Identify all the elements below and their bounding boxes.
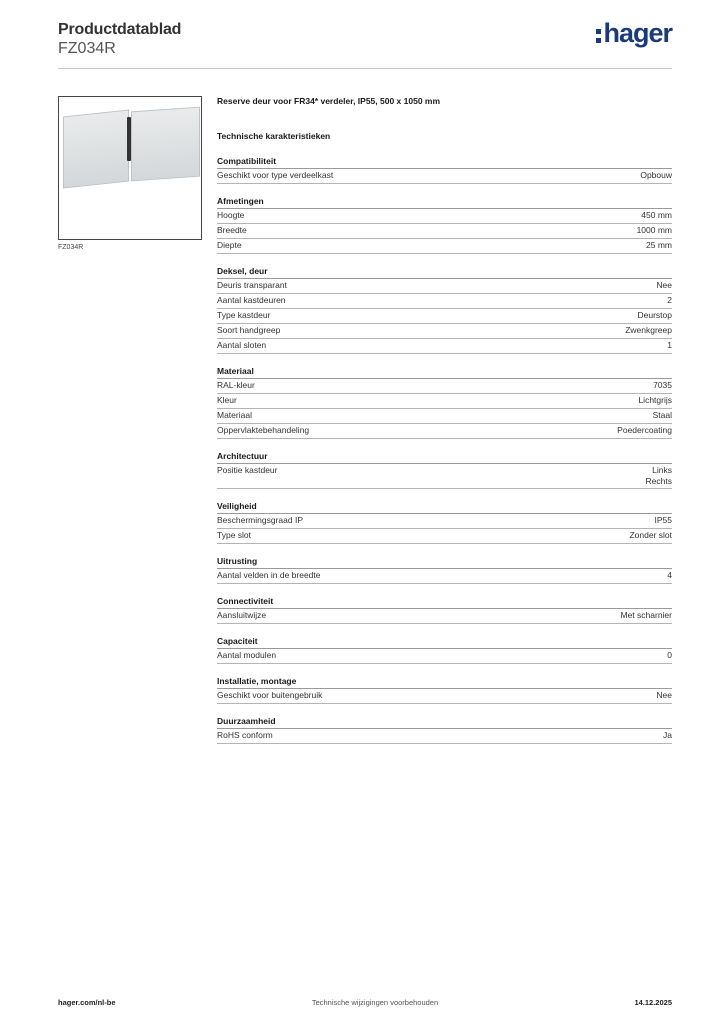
spec-row xyxy=(217,379,672,394)
spec-value: Zwenkgreep xyxy=(625,325,672,335)
spec-value: Lichtgrijs xyxy=(638,395,672,405)
spec-label: Type kastdeur xyxy=(217,310,271,320)
spec-label: Deuris transparant xyxy=(217,280,287,290)
spec-value: Poedercoating xyxy=(617,425,672,435)
spec-label: Oppervlaktebehandeling xyxy=(217,425,310,435)
spec-value: 7035 xyxy=(653,380,672,390)
spec-value: Nee xyxy=(656,690,672,700)
spec-row xyxy=(217,224,672,239)
spec-label: Geschikt voor type verdeelkast xyxy=(217,170,334,180)
spec-row xyxy=(217,394,672,409)
spec-row xyxy=(217,239,672,254)
spec-value: Ja xyxy=(663,730,672,740)
spec-value: 1000 mm xyxy=(636,225,672,235)
spec-row xyxy=(217,324,672,339)
section-title: Duurzaamheid xyxy=(217,716,672,729)
spec-value: Opbouw xyxy=(640,170,672,180)
footer-url[interactable]: hager.com/nl-be xyxy=(58,998,116,1007)
spec-row xyxy=(217,729,672,744)
spec-label: Beschermingsgraad IP xyxy=(217,515,303,525)
spec-row xyxy=(217,514,672,529)
product-code: FZ034R xyxy=(58,40,116,57)
spec-section xyxy=(217,676,672,704)
section-title: Architectuur xyxy=(217,451,672,464)
spec-label: Breedte xyxy=(217,225,247,235)
door-left-shape xyxy=(63,110,129,189)
footer-note: Technische wijzigingen voorbehouden xyxy=(311,998,439,1007)
brand-logo xyxy=(596,20,672,46)
spec-label: Hoogte xyxy=(217,210,245,220)
spec-value: 0 xyxy=(667,650,672,660)
page-header xyxy=(58,20,672,58)
logo-dots-icon xyxy=(596,29,601,43)
door-handle-shape xyxy=(127,117,131,161)
spec-row xyxy=(217,294,672,309)
spec-section xyxy=(217,156,672,184)
spec-value: 4 xyxy=(667,570,672,580)
spec-section xyxy=(217,556,672,584)
spec-value: 2 xyxy=(667,295,672,305)
section-title: Veiligheid xyxy=(217,501,672,514)
spec-label: Aantal sloten xyxy=(217,340,267,350)
spec-label: Aansluitwijze xyxy=(217,610,267,620)
tech-characteristics-title: Technische karakteristieken xyxy=(217,131,331,141)
section-title: Deksel, deur xyxy=(217,266,672,279)
spec-label: Aantal kastdeuren xyxy=(217,295,286,305)
spec-value: 450 mm xyxy=(641,210,672,220)
product-description: Reserve deur voor FR34* verdeler, IP55, 500 x 1050 mm xyxy=(217,96,441,106)
spec-section xyxy=(217,451,672,489)
spec-value: Staal xyxy=(652,410,672,420)
section-title: Afmetingen xyxy=(217,196,672,209)
spec-content xyxy=(217,96,672,744)
header-divider xyxy=(58,68,672,69)
spec-label: Diepte xyxy=(217,240,242,250)
spec-sections xyxy=(217,156,672,744)
spec-section xyxy=(217,501,672,544)
spec-value: Links Rechts xyxy=(645,465,672,486)
spec-value: 1 xyxy=(667,340,672,350)
page-footer xyxy=(58,998,672,1007)
spec-row xyxy=(217,689,672,704)
image-caption: FZ034R xyxy=(58,244,84,251)
spec-section xyxy=(217,366,672,439)
spec-section xyxy=(217,196,672,254)
spec-value: Nee xyxy=(656,280,672,290)
section-title: Capaciteit xyxy=(217,636,672,649)
door-right-shape xyxy=(131,107,200,182)
logo-text: hager xyxy=(603,18,672,48)
spec-label: Materiaal xyxy=(217,410,252,420)
spec-label: Aantal velden in de breedte xyxy=(217,570,321,580)
spec-label: RoHS conform xyxy=(217,730,273,740)
spec-row xyxy=(217,424,672,439)
section-title: Materiaal xyxy=(217,366,672,379)
spec-section xyxy=(217,596,672,624)
spec-row xyxy=(217,529,672,544)
spec-row xyxy=(217,569,672,584)
spec-section xyxy=(217,636,672,664)
spec-value: Deurstop xyxy=(637,310,672,320)
spec-label: Soort handgreep xyxy=(217,325,281,335)
product-image xyxy=(58,96,202,240)
spec-row xyxy=(217,279,672,294)
spec-row xyxy=(217,309,672,324)
spec-row xyxy=(217,409,672,424)
spec-label: RAL-kleur xyxy=(217,380,255,390)
page-title: Productdatablad xyxy=(58,21,182,38)
spec-row xyxy=(217,649,672,664)
spec-label: Kleur xyxy=(217,395,237,405)
section-title: Uitrusting xyxy=(217,556,672,569)
section-title: Installatie, montage xyxy=(217,676,672,689)
footer-date: 14.12.2025 xyxy=(634,998,672,1007)
spec-row xyxy=(217,169,672,184)
spec-section xyxy=(217,716,672,744)
spec-label: Positie kastdeur xyxy=(217,465,278,475)
spec-section xyxy=(217,266,672,354)
spec-row xyxy=(217,464,672,489)
spec-row xyxy=(217,209,672,224)
spec-row xyxy=(217,609,672,624)
spec-label: Geschikt voor buitengebruik xyxy=(217,690,323,700)
section-title: Connectiviteit xyxy=(217,596,672,609)
spec-value: IP55 xyxy=(654,515,672,525)
spec-label: Type slot xyxy=(217,530,252,540)
section-title: Compatibiliteit xyxy=(217,156,672,169)
spec-value: Zonder slot xyxy=(629,530,672,540)
spec-value: Met scharnier xyxy=(620,610,672,620)
spec-value: 25 mm xyxy=(646,240,672,250)
spec-label: Aantal modulen xyxy=(217,650,277,660)
spec-row xyxy=(217,339,672,354)
